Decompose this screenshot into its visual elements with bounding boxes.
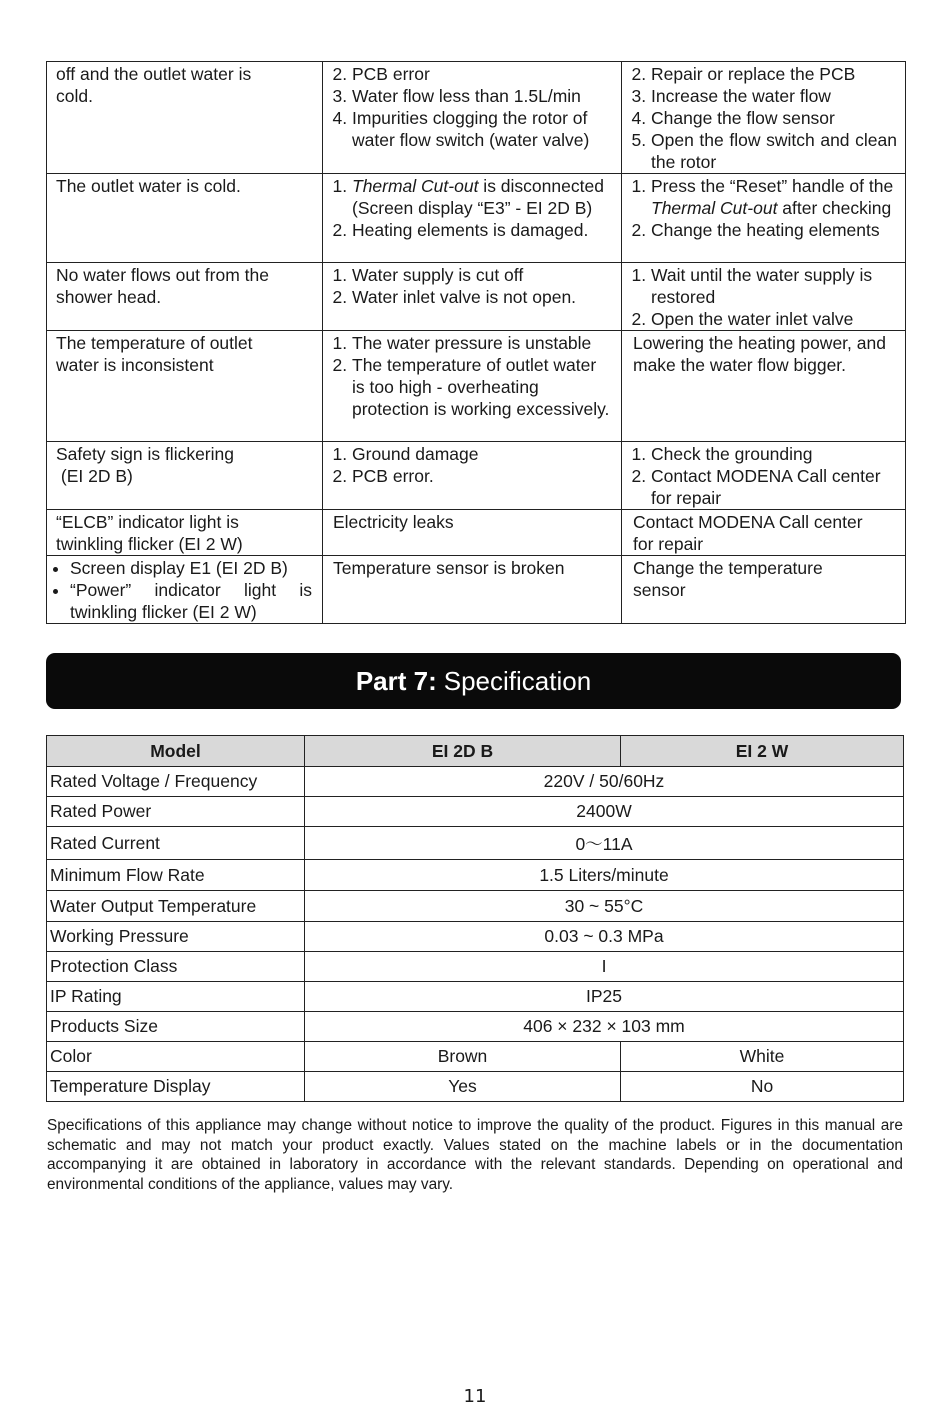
troubleshooting-row xyxy=(47,442,906,510)
spec-row xyxy=(47,860,904,891)
spec-row xyxy=(47,767,904,797)
problem-cell: The temperature of outlet water is inconsistent xyxy=(47,331,323,442)
spec-value: 30 ~ 55°C xyxy=(305,891,904,922)
troubleshooting-row xyxy=(47,331,906,442)
troubleshooting-row xyxy=(47,62,906,174)
spec-label: IP Rating xyxy=(47,982,305,1012)
solution-text: Change the temperature sensor xyxy=(633,558,823,600)
page-number: 11 xyxy=(463,1386,487,1407)
solution-text: Lowering the heating power, and make the water flow bigger. xyxy=(633,333,886,375)
solution-item: 5. Open the flow switch and clean the rotor xyxy=(651,129,897,173)
cause-item: 2. PCB error. xyxy=(352,465,613,487)
spec-label: Working Pressure xyxy=(47,922,305,952)
spec-value-ei2w: White xyxy=(621,1042,904,1072)
problem-cell: off and the outlet water is cold. xyxy=(47,62,323,174)
spec-label: Rated Current xyxy=(47,827,305,860)
spec-row xyxy=(47,1012,904,1042)
solution-item: 4. Change the flow sensor xyxy=(651,107,897,129)
cause-item: 2. Heating elements is damaged. xyxy=(352,219,613,241)
cause-item: 2. Water inlet valve is not open. xyxy=(352,286,613,308)
spec-label: Rated Power xyxy=(47,797,305,827)
cause-cell xyxy=(323,263,622,331)
spec-row xyxy=(47,891,904,922)
spec-value: 0.03 ~ 0.3 MPa xyxy=(305,922,904,952)
problem-cell: No water flows out from the shower head. xyxy=(47,263,323,331)
spec-header-row xyxy=(47,736,904,767)
spec-value: 2400W xyxy=(305,797,904,827)
cause-item: 1. The water pressure is unstable xyxy=(352,332,613,354)
solution-cell xyxy=(622,556,906,624)
spec-header-ei2w: EI 2 W xyxy=(621,736,904,767)
problem-cell xyxy=(47,556,323,624)
spec-value-ei2db: Brown xyxy=(305,1042,621,1072)
spec-row xyxy=(47,922,904,952)
solution-cell xyxy=(622,174,906,263)
solution-item: 2. Contact MODENA Call center for repair xyxy=(651,465,897,509)
solution-item: 3. Increase the water flow xyxy=(651,85,897,107)
cause-item: 1. Thermal Cut-out is disconnected (Screen display “E3” - EI 2D B) xyxy=(352,175,613,219)
spec-row xyxy=(47,797,904,827)
spec-row xyxy=(47,1072,904,1102)
solution-item: 2. Open the water inlet valve xyxy=(651,308,897,330)
troubleshooting-row xyxy=(47,263,906,331)
spec-header-ei2db: EI 2D B xyxy=(305,736,621,767)
solution-text: Contact MODENA Call center for repair xyxy=(633,512,863,554)
spec-label: Rated Voltage / Frequency xyxy=(47,767,305,797)
spec-label: Temperature Display xyxy=(47,1072,305,1102)
solution-item: 2. Repair or replace the PCB xyxy=(651,63,897,85)
troubleshooting-table xyxy=(46,61,906,624)
cause-item: 1. Ground damage xyxy=(352,443,613,465)
specification-table xyxy=(46,735,904,1102)
spec-row xyxy=(47,952,904,982)
spec-value: 406 × 232 × 103 mm xyxy=(305,1012,904,1042)
problem-cell: The outlet water is cold. xyxy=(47,174,323,263)
spec-label: Minimum Flow Rate xyxy=(47,860,305,891)
cause-cell xyxy=(323,62,622,174)
cause-text: Temperature sensor is broken xyxy=(333,558,565,578)
solution-cell xyxy=(622,442,906,510)
troubleshooting-row xyxy=(47,174,906,263)
spec-row xyxy=(47,1042,904,1072)
spec-value: 220V / 50/60Hz xyxy=(305,767,904,797)
solution-item: 1. Press the “Reset” handle of the Thermal Cut-out after checking xyxy=(651,175,897,219)
solution-cell xyxy=(622,331,906,442)
problem-cell: “ELCB” indicator light is twinkling flicker (EI 2 W) xyxy=(47,510,323,556)
section-number: Part 7: xyxy=(355,665,437,696)
spec-label: Water Output Temperature xyxy=(47,891,305,922)
section-title: Specification xyxy=(443,665,592,696)
spec-value-ei2w: No xyxy=(621,1072,904,1102)
specification-note: Specifications of this appliance may change without notice to improve the quality of the product. Figures in this manual are schematic and may not match your product exactly. Values stated on the machine labels or in the documentation accompanying it are obtained in laboratory in accordance with the relevant standards. Depending on operational and environmental conditions of the appliance, values may vary. xyxy=(47,1117,903,1193)
cause-cell xyxy=(323,174,622,263)
solution-cell xyxy=(622,263,906,331)
solution-item: 1. Check the grounding xyxy=(651,443,897,465)
spec-label: Protection Class xyxy=(47,952,305,982)
cause-text: Electricity leaks xyxy=(333,512,454,532)
cause-item: 1. Water supply is cut off xyxy=(352,264,613,286)
section-banner xyxy=(46,653,901,709)
cause-cell xyxy=(323,442,622,510)
solution-cell xyxy=(622,510,906,556)
cause-item: 3. Water flow less than 1.5L/min xyxy=(352,85,613,107)
cause-cell xyxy=(323,510,622,556)
troubleshooting-row xyxy=(47,556,906,624)
troubleshooting-row xyxy=(47,510,906,556)
cause-item: 2. PCB error xyxy=(352,63,613,85)
cause-cell xyxy=(323,556,622,624)
cause-cell xyxy=(323,331,622,442)
spec-row xyxy=(47,982,904,1012)
solution-cell xyxy=(622,62,906,174)
cause-item: 2. The temperature of outlet water is too high - overheating protection is working excessively. xyxy=(352,354,613,420)
spec-value: 0～11A xyxy=(305,827,904,860)
spec-label: Color xyxy=(47,1042,305,1072)
spec-header-model: Model xyxy=(47,736,305,767)
cause-item: 4. Impurities clogging the rotor of water flow switch (water valve) xyxy=(352,107,613,151)
spec-row xyxy=(47,827,904,860)
spec-value: 1.5 Liters/minute xyxy=(305,860,904,891)
spec-label: Products Size xyxy=(47,1012,305,1042)
spec-value: IP25 xyxy=(305,982,904,1012)
spec-value: I xyxy=(305,952,904,982)
solution-item: 1. Wait until the water supply is restored xyxy=(651,264,897,308)
problem-cell: Safety sign is flickering (EI 2D B) xyxy=(47,442,323,510)
solution-item: 2. Change the heating elements xyxy=(651,219,897,241)
problem-bullet: • “Power” indicator light is twinkling flicker (EI 2 W) xyxy=(70,579,312,623)
problem-bullet: • Screen display E1 (EI 2D B) xyxy=(70,557,312,579)
spec-value-ei2db: Yes xyxy=(305,1072,621,1102)
